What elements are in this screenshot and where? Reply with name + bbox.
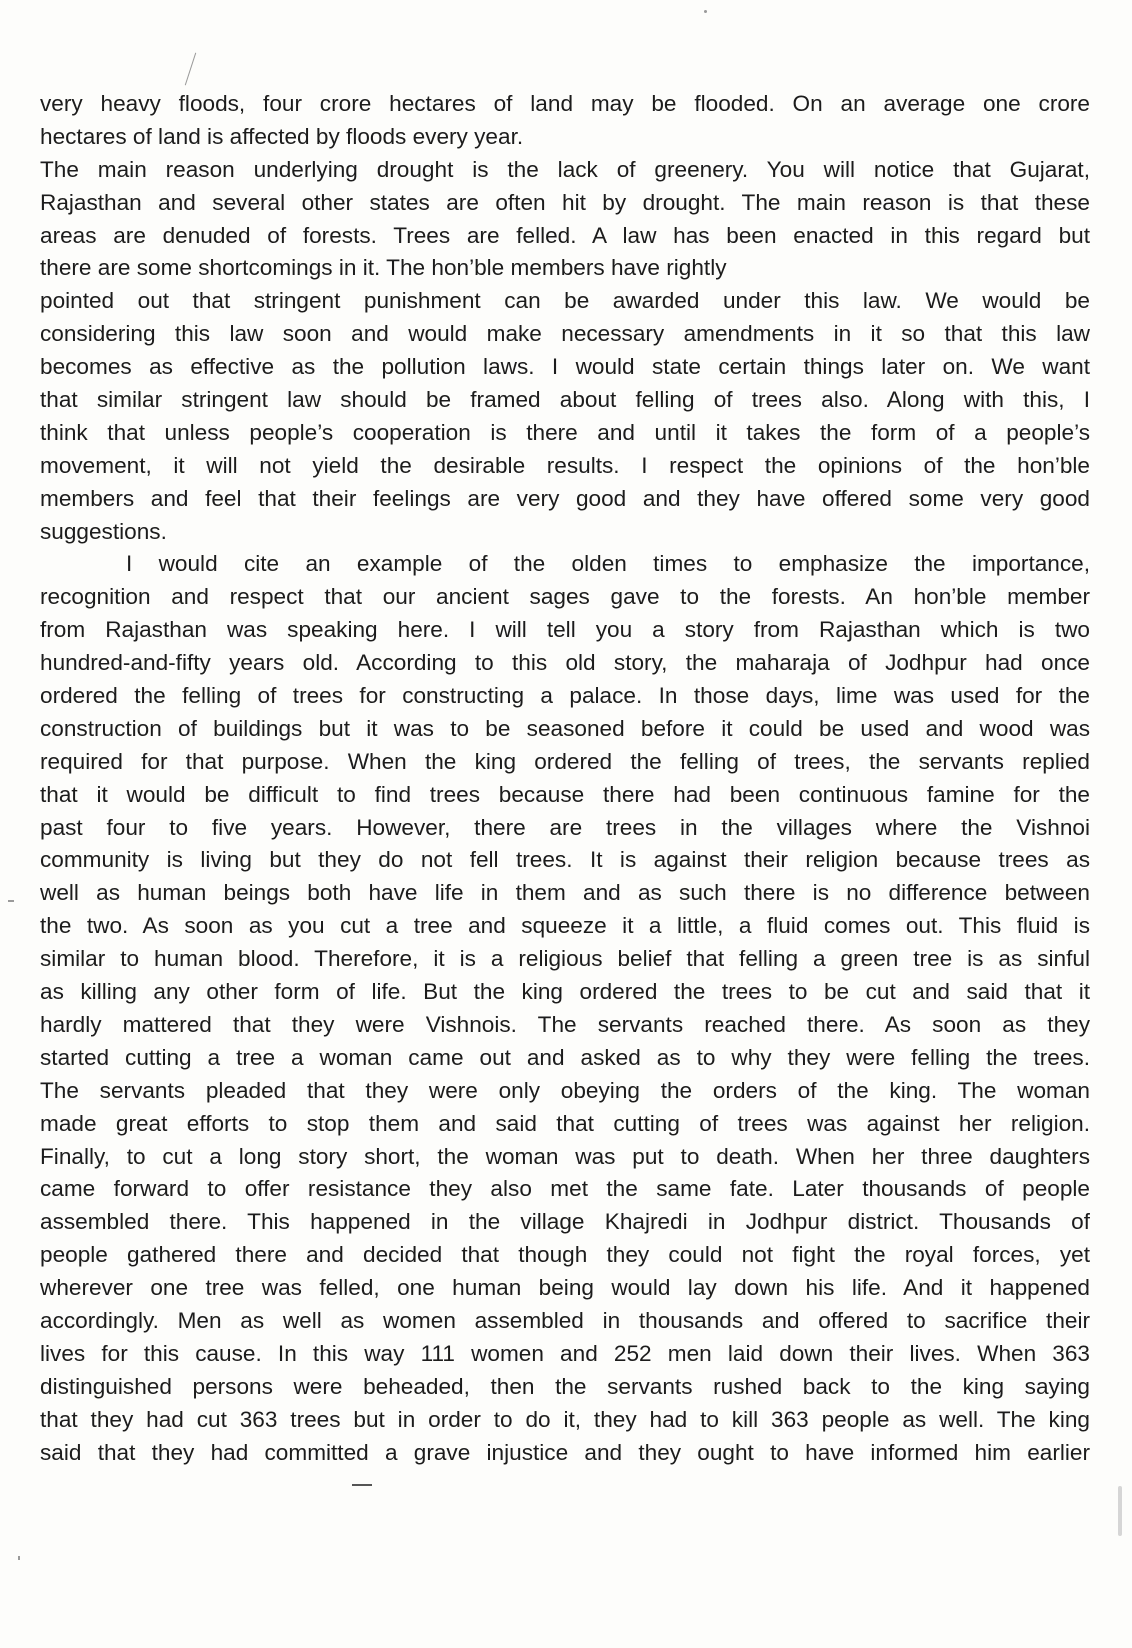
speck-mark <box>8 900 14 902</box>
text-line: The servants pleaded that they were only obeying the orders of the king. The woman <box>40 1077 1090 1103</box>
text-line: that similar stringent law should be framed about felling of trees also. Along with this, I <box>40 387 1090 413</box>
text-line: similar to human blood. Therefore, it is a religious belief that felling a green tree is as sinful <box>40 946 1090 972</box>
text-line: pointed out that stringent punishment can be awarded under this law. We would be <box>40 288 1090 314</box>
text-line: think that unless people’s cooperation is there and until it takes the form of a people’s <box>40 419 1090 445</box>
document-body <box>40 88 1090 1469</box>
text-line: becomes as effective as the pollution laws. I would state certain things later on. We want <box>40 354 1090 380</box>
text-line: movement, it will not yield the desirable results. I respect the opinions of the hon’ble <box>40 452 1090 478</box>
text-line: Rajasthan and several other states are often hit by drought. The main reason is that these <box>40 189 1090 215</box>
text-line: that it would be difficult to find trees because there had been continuous famine for the <box>40 781 1090 807</box>
text-line: started cutting a tree a woman came out and asked as to why they were felling the trees. <box>40 1044 1090 1070</box>
text-line: wherever one tree was felled, one human being would lay down his life. And it happened <box>40 1275 1090 1301</box>
text-line: people gathered there and decided that though they could not fight the royal forces, yet <box>40 1242 1090 1268</box>
text-line: assembled there. This happened in the village Khajredi in Jodhpur district. Thousands of <box>40 1209 1090 1235</box>
text-line: hectares of land is affected by floods every year. <box>40 123 524 149</box>
page-edge-shadow <box>1118 1486 1122 1536</box>
text-line: past four to five years. However, there are trees in the villages where the Vishnoi <box>40 814 1090 840</box>
text-line: from Rajasthan was speaking here. I will tell you a story from Rajasthan which is two <box>40 617 1090 643</box>
text-line: ordered the felling of trees for constructing a palace. In those days, lime was used for the <box>40 683 1090 709</box>
text-line: members and feel that their feelings are very good and they have offered some very good <box>40 485 1090 511</box>
speck-mark <box>18 1556 20 1560</box>
text-line: hardly mattered that they were Vishnois. The servants reached there. As soon as they <box>40 1011 1090 1037</box>
text-line: Finally, to cut a long story short, the woman was put to death. When her three daughters <box>40 1143 1090 1169</box>
text-line: required for that purpose. When the king ordered the felling of trees, the servants replied <box>40 748 1090 774</box>
text-line: there are some shortcomings in it. The hon’ble members have rightly <box>40 255 727 281</box>
text-line: areas are denuded of forests. Trees are felled. A law has been enacted in this regard but <box>40 222 1090 248</box>
text-line: the two. As soon as you cut a tree and squeeze it a little, a fluid comes out. This fluid is <box>40 913 1090 939</box>
text-line: The main reason underlying drought is the lack of greenery. You will notice that Gujarat, <box>40 156 1090 182</box>
text-line: considering this law soon and would make necessary amendments in it so that this law <box>40 321 1090 347</box>
text-line: that they had cut 363 trees but in order to do it, they had to kill 363 people as well. The king <box>40 1406 1090 1432</box>
text-line: very heavy floods, four crore hectares of land may be flooded. On an average one crore <box>40 91 1090 116</box>
text-line: community is living but they do not fell trees. It is against their religion because trees as <box>40 847 1090 873</box>
text-line: said that they had committed a grave injustice and they ought to have informed him earlier <box>40 1439 1090 1465</box>
text-line: accordingly. Men as well as women assembled in thousands and offered to sacrifice their <box>40 1307 1090 1333</box>
text-line: well as human beings both have life in them and as such there is no difference between <box>40 880 1090 906</box>
text-line: as killing any other form of life. But the king ordered the trees to be cut and said that it <box>40 979 1090 1005</box>
bottom-dash-mark <box>352 1484 372 1486</box>
text-line: made great efforts to stop them and said that cutting of trees was against her religion. <box>40 1110 1090 1136</box>
text-line: construction of buildings but it was to be seasoned before it could be used and wood was <box>40 715 1090 741</box>
speck-mark <box>704 10 707 13</box>
text-line: suggestions. <box>40 518 167 544</box>
text-line: distinguished persons were beheaded, then the servants rushed back to the king saying <box>40 1373 1090 1399</box>
text-line: lives for this cause. In this way 111 women and 252 men laid down their lives. When 363 <box>40 1340 1090 1366</box>
pen-stroke-mark <box>185 53 196 86</box>
text-line: I would cite an example of the olden times to emphasize the importance, <box>126 551 1090 577</box>
text-line: recognition and respect that our ancient sages gave to the forests. An hon’ble member <box>40 584 1090 610</box>
text-line: hundred-and-fifty years old. According to this old story, the maharaja of Jodhpur had once <box>40 650 1090 676</box>
text-line: came forward to offer resistance they also met the same fate. Later thousands of people <box>40 1176 1090 1202</box>
